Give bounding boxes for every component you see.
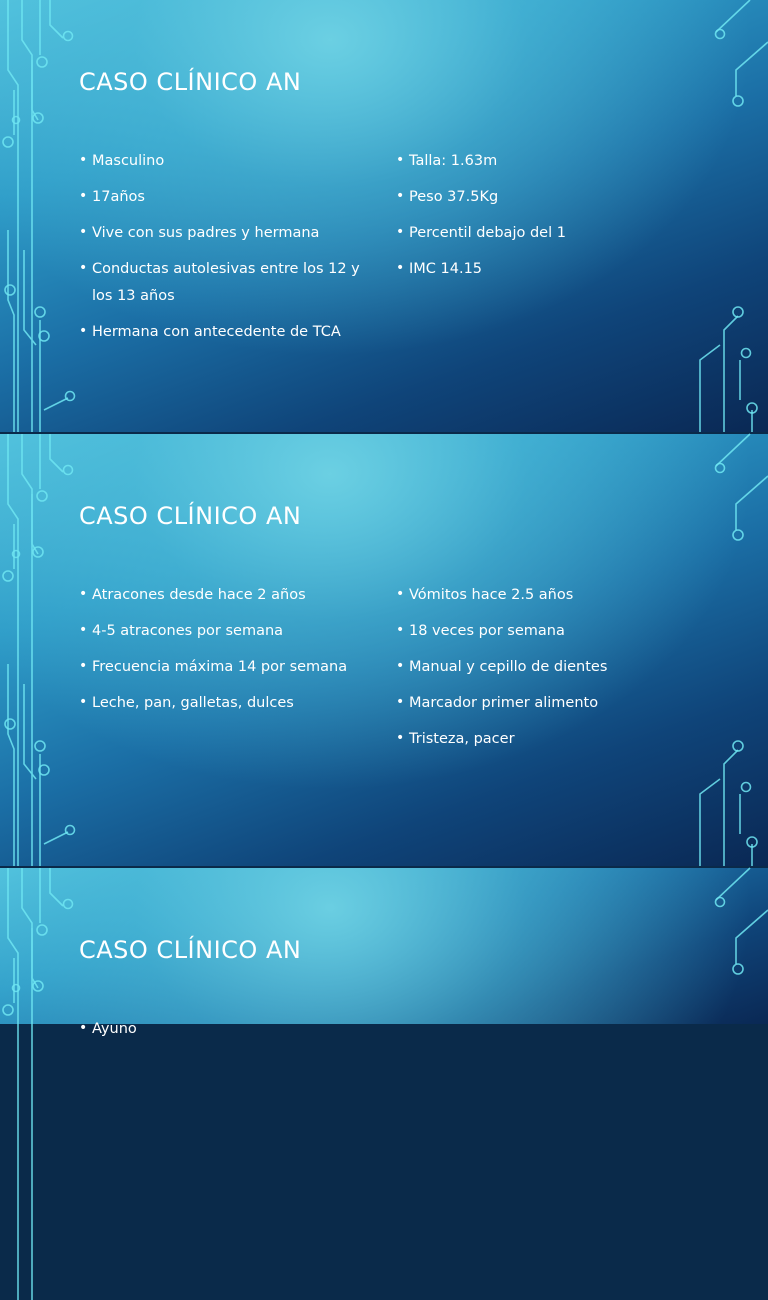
circuit-decoration [0, 868, 768, 1300]
bullet-item: • Masculino [79, 148, 379, 175]
bullet-item: • Vómitos hace 2.5 años [396, 582, 696, 609]
bullet-item: • IMC 14.15 [396, 256, 696, 283]
bullet-list-left [79, 148, 379, 355]
slide-2 [0, 434, 768, 866]
bullet-item: • Ayuno [79, 1016, 379, 1043]
bullet-item: • Frecuencia máxima 14 por semana [79, 654, 379, 681]
bullet-item: • Talla: 1.63m [396, 148, 696, 175]
bullet-item: • Hermana con antecedente de TCA [79, 319, 379, 346]
bullet-list-left [79, 582, 379, 726]
bullet-item: • Tristeza, pacer [396, 726, 696, 753]
bullet-item: • Manual y cepillo de dientes [396, 654, 696, 681]
slide-1 [0, 0, 768, 432]
slide-title: CASO CLÍNICO AN [79, 68, 302, 96]
bullet-item: • 18 veces por semana [396, 618, 696, 645]
bullet-list-left [79, 1016, 379, 1052]
slide-title: CASO CLÍNICO AN [79, 936, 302, 964]
bullet-item: • 17años [79, 184, 379, 211]
bullet-item: • Percentil debajo del 1 [396, 220, 696, 247]
bullet-item: • Vive con sus padres y hermana [79, 220, 379, 247]
bullet-list-right [396, 582, 696, 762]
slide-title: CASO CLÍNICO AN [79, 502, 302, 530]
bullet-item: • Marcador primer alimento [396, 690, 696, 717]
bullet-list-right [396, 148, 696, 292]
bullet-item: • Leche, pan, galletas, dulces [79, 690, 379, 717]
bullet-item: • Peso 37.5Kg [396, 184, 696, 211]
slide-3 [0, 868, 768, 1037]
bullet-item: • 4-5 atracones por semana [79, 618, 379, 645]
bullet-item: • Conductas autolesivas entre los 12 y los 13 años [79, 256, 379, 310]
bullet-item: • Atracones desde hace 2 años [79, 582, 379, 609]
